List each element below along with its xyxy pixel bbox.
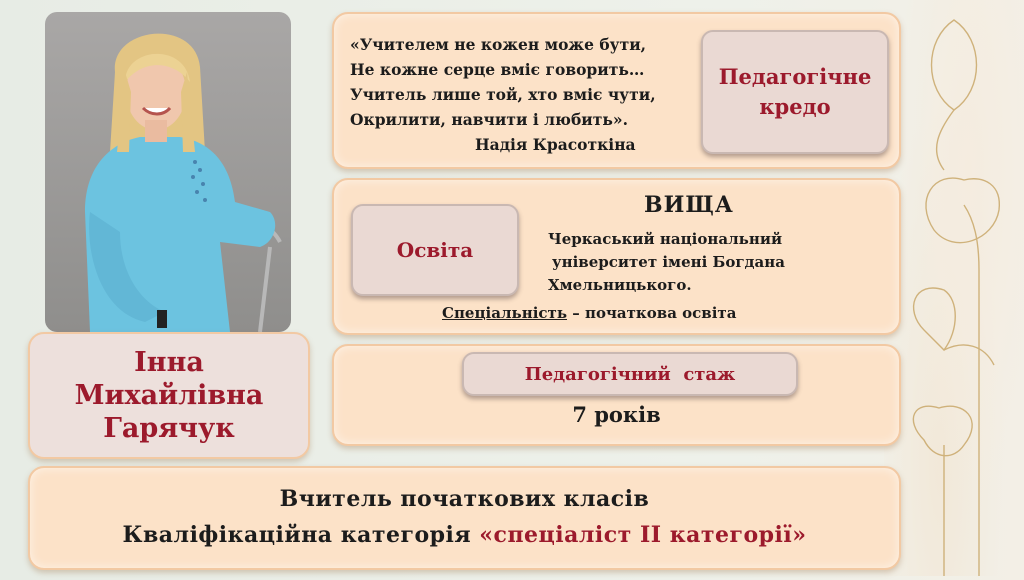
name-last: Гарячук — [103, 413, 235, 444]
quote-line: «Учителем не кожен може бути, — [350, 35, 647, 54]
specialty — [442, 304, 736, 322]
experience-value: 7 років — [572, 402, 661, 427]
specialty-value: – початкова освіта — [567, 304, 737, 322]
credo-panel — [332, 12, 901, 169]
experience-panel — [332, 344, 901, 446]
specialty-label: Спеціальність — [442, 304, 568, 322]
floral-decoration — [884, 0, 1024, 576]
position-title: Вчитель початкових класів — [279, 486, 650, 512]
quote-author: Надія Красоткіна — [475, 135, 636, 154]
experience-chip: Педагогічний стаж — [462, 352, 798, 396]
person-portrait-icon — [45, 12, 291, 332]
university-line: Хмельницького. — [548, 276, 692, 294]
credo-quote — [350, 32, 656, 157]
teacher-name — [28, 332, 310, 459]
credo-chip-line1: Педагогічне — [718, 64, 872, 89]
university-name — [548, 228, 785, 297]
quote-line: Учитель лише той, хто вміє чути, — [350, 85, 656, 104]
category-label: Кваліфікаційна категорія — [122, 522, 480, 548]
flower-outline-icon — [884, 0, 1024, 576]
quote-line: Окрилити, навчити і любить». — [350, 110, 628, 129]
position-panel — [28, 466, 901, 570]
teacher-photo — [45, 12, 291, 332]
education-chip: Освіта — [351, 204, 519, 296]
education-panel — [332, 178, 901, 335]
university-line: університет імені Богдана — [552, 253, 785, 271]
credo-chip-line2: кредо — [759, 94, 831, 119]
qualification-line — [30, 522, 899, 548]
university-line: Черкаський національний — [548, 230, 783, 248]
credo-chip — [701, 30, 889, 154]
education-level: ВИЩА — [644, 192, 734, 218]
quote-line: Не кожне серце вміє говорить… — [350, 60, 645, 79]
name-patronymic: Михайлівна — [74, 380, 264, 411]
category-value: «спеціаліст ІІ категорії» — [479, 522, 807, 548]
name-first: Інна — [134, 347, 204, 378]
